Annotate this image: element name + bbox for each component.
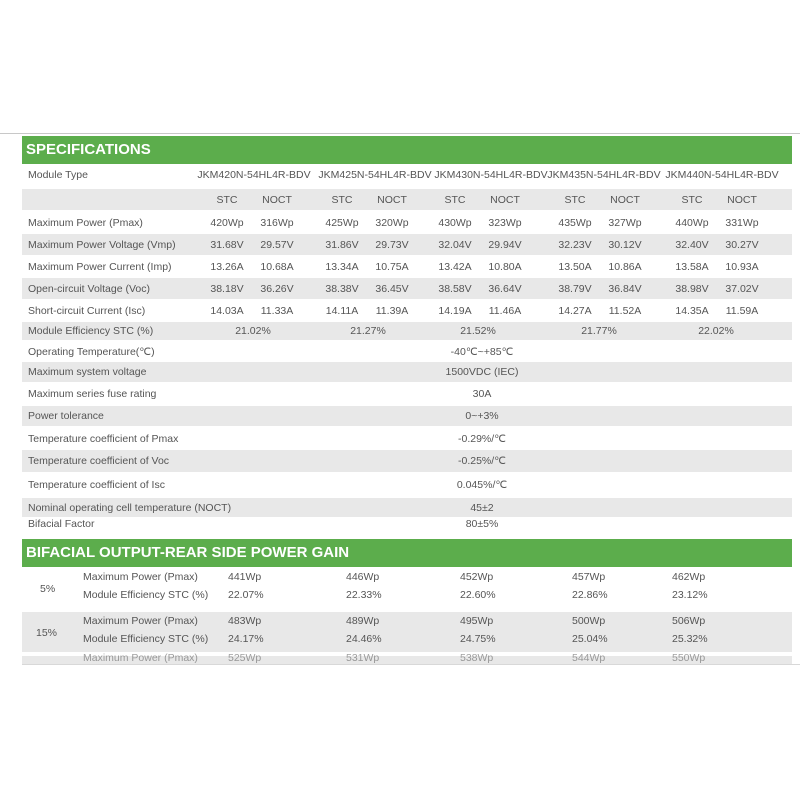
- condition-header-row: [22, 189, 792, 210]
- spec-value: 13.50A: [558, 260, 592, 273]
- spec-value: 13.26A: [210, 260, 244, 273]
- row-label: Short-circuit Current (Isc): [28, 304, 146, 317]
- bifacial-power-value: 544Wp: [572, 652, 606, 664]
- bifacial-power-value: 500Wp: [572, 615, 606, 627]
- efficiency-row: [22, 322, 792, 340]
- spec-value: 36.84V: [608, 282, 642, 295]
- spec-value: 10.68A: [260, 260, 294, 273]
- stc-header: STC: [444, 193, 466, 206]
- specifications-banner: SPECIFICATIONS: [22, 136, 792, 164]
- bifacial-power-label: Maximum Power (Pmax): [83, 571, 198, 583]
- spec-value: 30.27V: [725, 238, 759, 251]
- spec-value: 29.73V: [375, 238, 409, 251]
- spec-value: 38.38V: [325, 282, 359, 295]
- bifacial-power-value: 446Wp: [346, 571, 380, 583]
- spec-value: 316Wp: [260, 216, 294, 229]
- spec-value: 11.39A: [375, 304, 409, 317]
- model-name: JKM430N-54HL4R-BDV: [434, 169, 548, 181]
- bifacial-power-value: 531Wp: [346, 652, 380, 664]
- spec-value: 36.64V: [488, 282, 522, 295]
- bifacial-banner: BIFACIAL OUTPUT-REAR SIDE POWER GAIN: [22, 539, 792, 567]
- bottom-rule: [22, 664, 800, 665]
- model-name: JKM435N-54HL4R-BDV: [547, 169, 661, 181]
- spec-value: 38.58V: [438, 282, 472, 295]
- spec-value: 11.33A: [260, 304, 294, 317]
- row-label: Temperature coefficient of Isc: [28, 478, 165, 491]
- spec-value: 29.94V: [488, 238, 522, 251]
- spec-row: [22, 234, 792, 255]
- row-label: Maximum series fuse rating: [28, 388, 157, 400]
- spec-value: 323Wp: [488, 216, 522, 229]
- bifacial-eff-value: 25.32%: [672, 633, 708, 645]
- spec-row: [22, 256, 792, 277]
- row-label: Maximum Power (Pmax): [28, 216, 143, 229]
- common-value: 1500VDC (IEC): [445, 366, 519, 378]
- spec-value: 13.58A: [675, 260, 709, 273]
- model-name: JKM440N-54HL4R-BDV: [665, 169, 779, 181]
- efficiency-value: 21.02%: [235, 325, 271, 337]
- common-spec-row: [22, 342, 792, 361]
- bifacial-power-value: 441Wp: [228, 571, 262, 583]
- common-value: 30A: [472, 388, 492, 400]
- spec-value: 36.45V: [375, 282, 409, 295]
- spec-value: 10.80A: [488, 260, 522, 273]
- bifacial-eff-value: 24.17%: [228, 633, 264, 645]
- spec-value: 29.57V: [260, 238, 294, 251]
- spec-row: [22, 212, 792, 233]
- bifacial-group: [22, 568, 792, 608]
- common-value: -0.25%/℃: [458, 455, 506, 467]
- bifacial-power-value: 462Wp: [672, 571, 706, 583]
- bifacial-power-label: Maximum Power (Pmax): [83, 652, 198, 664]
- bifacial-eff-label: Module Efficiency STC (%): [83, 633, 209, 645]
- row-label: Temperature coefficient of Pmax: [28, 432, 179, 445]
- common-spec-row: [22, 406, 792, 426]
- spec-row: [22, 278, 792, 299]
- datasheet: [22, 136, 792, 664]
- spec-value: 37.02V: [725, 282, 759, 295]
- common-spec-row: [22, 384, 792, 404]
- row-label: Maximum Power Current (Imp): [28, 260, 172, 273]
- stc-header: STC: [681, 193, 703, 206]
- spec-value: 38.79V: [558, 282, 592, 295]
- spec-value: 32.23V: [558, 238, 592, 251]
- bifacial-power-value: 506Wp: [672, 615, 706, 627]
- spec-value: 420Wp: [210, 216, 244, 229]
- spec-value: 440Wp: [675, 216, 709, 229]
- efficiency-value: 21.27%: [350, 325, 386, 337]
- bifacial-power-label: Maximum Power (Pmax): [83, 615, 198, 627]
- row-label: Module Efficiency STC (%): [28, 325, 154, 337]
- model-name: JKM420N-54HL4R-BDV: [197, 169, 311, 181]
- spec-value: 14.03A: [210, 304, 244, 317]
- common-spec-row: [22, 362, 792, 382]
- common-value: -0.29%/℃: [458, 432, 506, 445]
- spec-value: 30.12V: [608, 238, 642, 251]
- spec-value: 320Wp: [375, 216, 409, 229]
- bifacial-power-value: 457Wp: [572, 571, 606, 583]
- row-label: Nominal operating cell temperature (NOCT): [28, 501, 232, 514]
- bifacial-eff-value: 25.04%: [572, 633, 608, 645]
- noct-header: NOCT: [262, 193, 292, 206]
- bifacial-eff-label: Module Efficiency STC (%): [83, 589, 209, 601]
- bifacial-eff-value: 23.12%: [672, 589, 708, 601]
- spec-row: [22, 300, 792, 321]
- spec-value: 11.46A: [488, 304, 522, 317]
- spec-value: 38.98V: [675, 282, 709, 295]
- efficiency-value: 21.77%: [581, 325, 617, 337]
- spec-value: 430Wp: [438, 216, 472, 229]
- spec-value: 327Wp: [608, 216, 642, 229]
- noct-header: NOCT: [490, 193, 520, 206]
- row-label: Operating Temperature(℃): [28, 345, 155, 358]
- common-value: 80±5%: [465, 518, 499, 530]
- common-spec-row: [22, 474, 792, 495]
- spec-value: 10.86A: [608, 260, 642, 273]
- row-label: Open-circuit Voltage (Voc): [28, 282, 150, 295]
- gain-label: 5%: [40, 583, 56, 595]
- model-name: JKM425N-54HL4R-BDV: [318, 169, 432, 181]
- spec-value: 32.04V: [438, 238, 472, 251]
- spec-value: 31.68V: [210, 238, 244, 251]
- bifacial-power-value: 489Wp: [346, 615, 380, 627]
- common-spec-row: [22, 498, 792, 517]
- spec-value: 11.52A: [608, 304, 642, 317]
- stc-header: STC: [216, 193, 238, 206]
- row-label: Maximum Power Voltage (Vmp): [28, 238, 176, 251]
- spec-value: 13.34A: [325, 260, 359, 273]
- spec-value: 14.35A: [675, 304, 709, 317]
- bifacial-power-value: 483Wp: [228, 615, 262, 627]
- spec-value: 32.40V: [675, 238, 709, 251]
- efficiency-value: 22.02%: [698, 325, 734, 337]
- common-spec-row: [22, 450, 792, 472]
- bifacial-group: [22, 652, 792, 664]
- top-rule: [0, 133, 800, 134]
- row-label: Power tolerance: [28, 410, 104, 422]
- noct-header: NOCT: [610, 193, 640, 206]
- module-type-label: Module Type: [28, 169, 88, 181]
- efficiency-value: 21.52%: [460, 325, 496, 337]
- stc-header: STC: [331, 193, 353, 206]
- bifacial-eff-value: 22.60%: [460, 589, 496, 601]
- bifacial-eff-value: 22.33%: [346, 589, 382, 601]
- spec-value: 10.93A: [725, 260, 759, 273]
- gain-label: 15%: [36, 627, 58, 639]
- common-spec-row: [22, 428, 792, 449]
- bifacial-power-value: 538Wp: [460, 652, 494, 664]
- bifacial-eff-value: 24.46%: [346, 633, 382, 645]
- bifacial-eff-value: 24.75%: [460, 633, 496, 645]
- stc-header: STC: [564, 193, 586, 206]
- noct-header: NOCT: [377, 193, 407, 206]
- bifacial-power-value: 452Wp: [460, 571, 494, 583]
- bifacial-eff-value: 22.86%: [572, 589, 608, 601]
- row-label: Temperature coefficient of Voc: [28, 455, 170, 467]
- bifacial-eff-value: 22.07%: [228, 589, 264, 601]
- spec-value: 14.27A: [558, 304, 592, 317]
- common-value: 0.045%/℃: [456, 478, 508, 491]
- common-value: 45±2: [470, 501, 494, 514]
- row-label: Bifacial Factor: [28, 518, 95, 530]
- common-value: 0~+3%: [465, 410, 499, 422]
- spec-value: 10.75A: [375, 260, 409, 273]
- spec-value: 435Wp: [558, 216, 592, 229]
- spec-value: 38.18V: [210, 282, 244, 295]
- bifacial-group: [22, 612, 792, 652]
- spec-value: 13.42A: [438, 260, 472, 273]
- common-value: -40℃~+85℃: [450, 345, 514, 358]
- spec-value: 425Wp: [325, 216, 359, 229]
- noct-header: NOCT: [727, 193, 757, 206]
- spec-value: 331Wp: [725, 216, 759, 229]
- common-spec-row: [22, 517, 792, 531]
- module-type-row: [22, 164, 792, 186]
- bifacial-power-value: 525Wp: [228, 652, 262, 664]
- spec-value: 11.59A: [725, 304, 759, 317]
- spec-value: 14.19A: [438, 304, 472, 317]
- bifacial-power-value: 495Wp: [460, 615, 494, 627]
- row-label: Maximum system voltage: [28, 366, 147, 378]
- spec-value: 36.26V: [260, 282, 294, 295]
- bifacial-power-value: 550Wp: [672, 652, 706, 664]
- spec-value: 31.86V: [325, 238, 359, 251]
- spec-value: 14.11A: [325, 304, 359, 317]
